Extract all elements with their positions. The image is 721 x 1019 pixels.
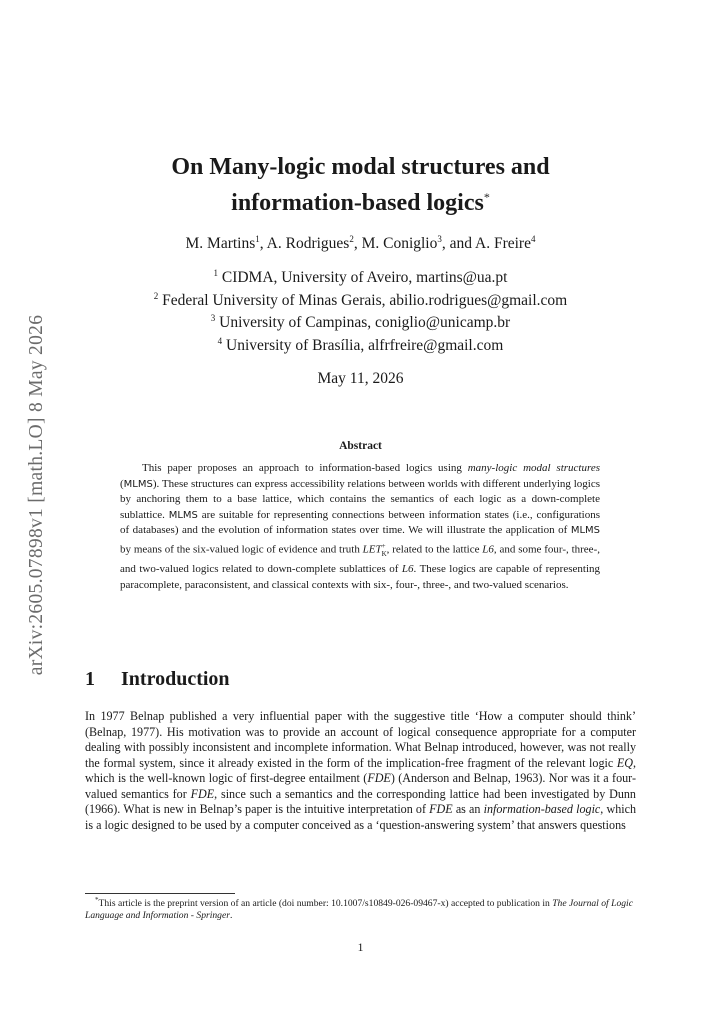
footnote-text: *This article is the preprint version of an article (doi number: 10.1007/s10849-026-09467-x) accepted to publication in The Journal of Logic Language and Information - Springer. bbox=[85, 896, 633, 922]
page-number: 1 bbox=[357, 940, 364, 954]
introduction-paragraph: In 1977 Belnap published a very influential paper with the suggestive title ‘How a computer should think’ (Belnap, 1977). His motivation was to provide an account of logical consequence appropriate for a computer dealing with possibly inconsistent and incomplete information. What Belnap introduced, however, was not really the formal system, since it already existed in the form of the implication-free fragment of the relevant logic EQ, which is the well-known logic of first-degree entailment (FDE) (Anderson and Belnap, 1963). Nor was it a four-valued semantics for FDE, since such a semantics and the corresponding lattice had been investigated by Dunn (1966). What is new in Belnap’s paper is the intuitive interpretation of FDE as an information-based logic, which is a logic designed to be used by a computer conceived as a ‘question-answering system’ that answers questions bbox=[85, 709, 637, 832]
paper-date: May 11, 2026 bbox=[317, 370, 404, 387]
abstract-text: This paper proposes an approach to information-based logics using many-logic modal structures (MLMS). These structures can express accessibility relations between worlds with different underlying logics by anchoring them to a base lattice, which contains the semantics of each logic as a down-complete sublattice. MLMS are suitable for representing connections between information states (i.e., configurations of databases) and the evolution of information states over time. We will illustrate the application of MLMS by means of the six-valued logic of evidence and truth $LET^+_K$, related to the lattice L6, and some four-, three-, and two-valued logics related to down-complete sublattices of L6. These logics are capable of representing paracomplete, paraconsistent, and classical contexts with six-, four-, three-, and two-valued scenarios. bbox=[120, 462, 601, 591]
title-footnote-mark: * bbox=[483, 190, 490, 204]
affiliation-4: $^4$ University of Brasília, alfrfreire@gmail.com bbox=[217, 336, 504, 355]
affiliation-3: $^3$ University of Campinas, coniglio@unicamp.br bbox=[210, 313, 511, 332]
section-number: 1 bbox=[85, 668, 95, 690]
title-line-2: information-based logics* bbox=[231, 190, 490, 216]
paper-title bbox=[0, 152, 721, 218]
author-list: M. Martins$^1$, A. Rodrigues$^2$, M. Coniglio$^3$, and A. Freire$^4$ bbox=[185, 234, 536, 253]
title-line-1: On Many-logic modal structures and bbox=[171, 154, 550, 180]
affiliation-2: $^2$ Federal University of Minas Gerais, abilio.rodrigues@gmail.com bbox=[153, 291, 568, 310]
arxiv-side-label: arXiv:2605.07898v1 [math.LO] 8 May 2026 bbox=[26, 314, 47, 676]
affiliation-1: $^1$ CIDMA, University of Aveiro, martins@ua.pt bbox=[213, 268, 508, 287]
section-heading-introduction bbox=[85, 668, 230, 691]
section-title: Introduction bbox=[121, 668, 230, 690]
abstract-heading: Abstract bbox=[339, 440, 382, 452]
